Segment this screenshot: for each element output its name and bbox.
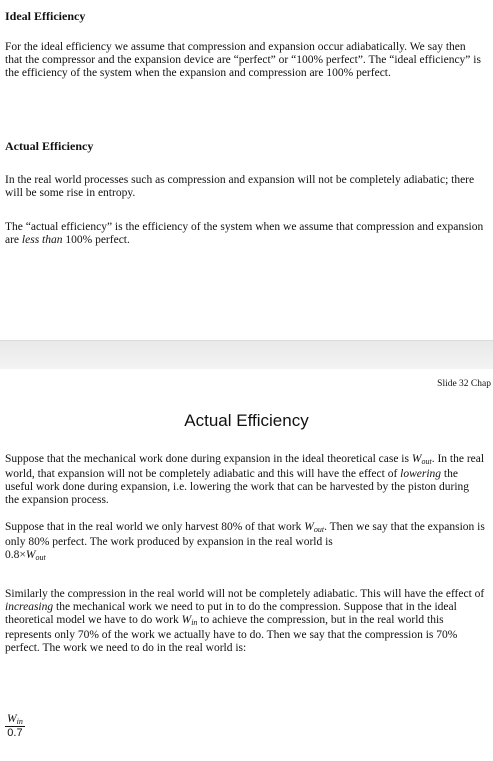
page-two (0, 369, 493, 762)
harvest-paragraph (5, 521, 485, 564)
formula-coefficient: 0.8× (5, 549, 26, 561)
symbol-w: W (181, 614, 192, 626)
text-run: the useful work done during expansion, i.e. lowering the work that can be harvested by the piston during the expansion process. (5, 468, 470, 506)
actual-efficiency-paragraph-1: In the real world processes such as compression and expansion will not be completely adiabatic; there will be some rise in entropy. (5, 174, 475, 199)
expansion-paragraph (5, 453, 485, 507)
emphasis-increasing: increasing (5, 601, 54, 613)
text-run: The “actual efficiency” is the efficiency of the system when we assume that compression and expansion are (5, 221, 484, 246)
ideal-efficiency-paragraph: For the ideal efficiency we assume that compression and expansion occur adiabatically. We say then that the compressor and the expansion device are “perfect” or “100% perfect”. The “ideal efficiency” is the efficiency of the system when the expansion and compression are 100% perfect. (5, 41, 481, 79)
symbol-w: W (304, 521, 314, 533)
subscript-in: in (16, 717, 23, 726)
text-run: . Then we say that the expansion is only 80% perfect. The work produced by expansion in the real world is (5, 521, 485, 548)
actual-efficiency-paragraph-2 (5, 221, 485, 247)
emphasis-less-than: less than (21, 234, 63, 246)
subscript-out: out (421, 457, 432, 466)
fraction-numerator (5, 713, 25, 727)
subscript-out: out (313, 525, 325, 534)
symbol-w: W (411, 453, 422, 465)
text-run: Suppose that the mechanical work done during expansion in the ideal theoretical case is (5, 453, 412, 465)
subscript-in: in (191, 618, 198, 627)
actual-efficiency-heading: Actual Efficiency (5, 139, 94, 153)
slide-title: Actual Efficiency (184, 411, 309, 430)
text-run: Suppose that in the real world we only harvest 80% of that work (5, 521, 305, 533)
symbol-w: W (25, 549, 36, 561)
symbol-w: W (7, 713, 17, 725)
emphasis-lowering: lowering (400, 468, 442, 480)
text-run: Similarly the compression in the real world will not be completely adiabatic. This will have the effect of (5, 588, 485, 600)
fraction-denominator: 0.7 (7, 727, 23, 739)
slide-label: Slide 32 Chap (437, 379, 491, 389)
subscript-out: out (35, 553, 46, 562)
compression-paragraph (5, 588, 485, 655)
page-separator (0, 340, 493, 370)
text-run: the mechanical work we need to put in to do the compression. Suppose that in the ideal theoretical model we have to do work (5, 601, 457, 626)
ideal-efficiency-heading: Ideal Efficiency (5, 9, 86, 23)
text-run: . In the real world, that expansion will not be completely adiabatic and this will have the effect of (5, 453, 485, 480)
work-fraction (5, 713, 25, 739)
text-run: 100% perfect. (62, 234, 130, 246)
page-one (0, 0, 493, 340)
text-run: to achieve the compression, but in the real world this represents only 70% of the work we actually have to do. Then we say that the compression is 70% perfect. The work we need to do in the real world is: (5, 614, 458, 654)
